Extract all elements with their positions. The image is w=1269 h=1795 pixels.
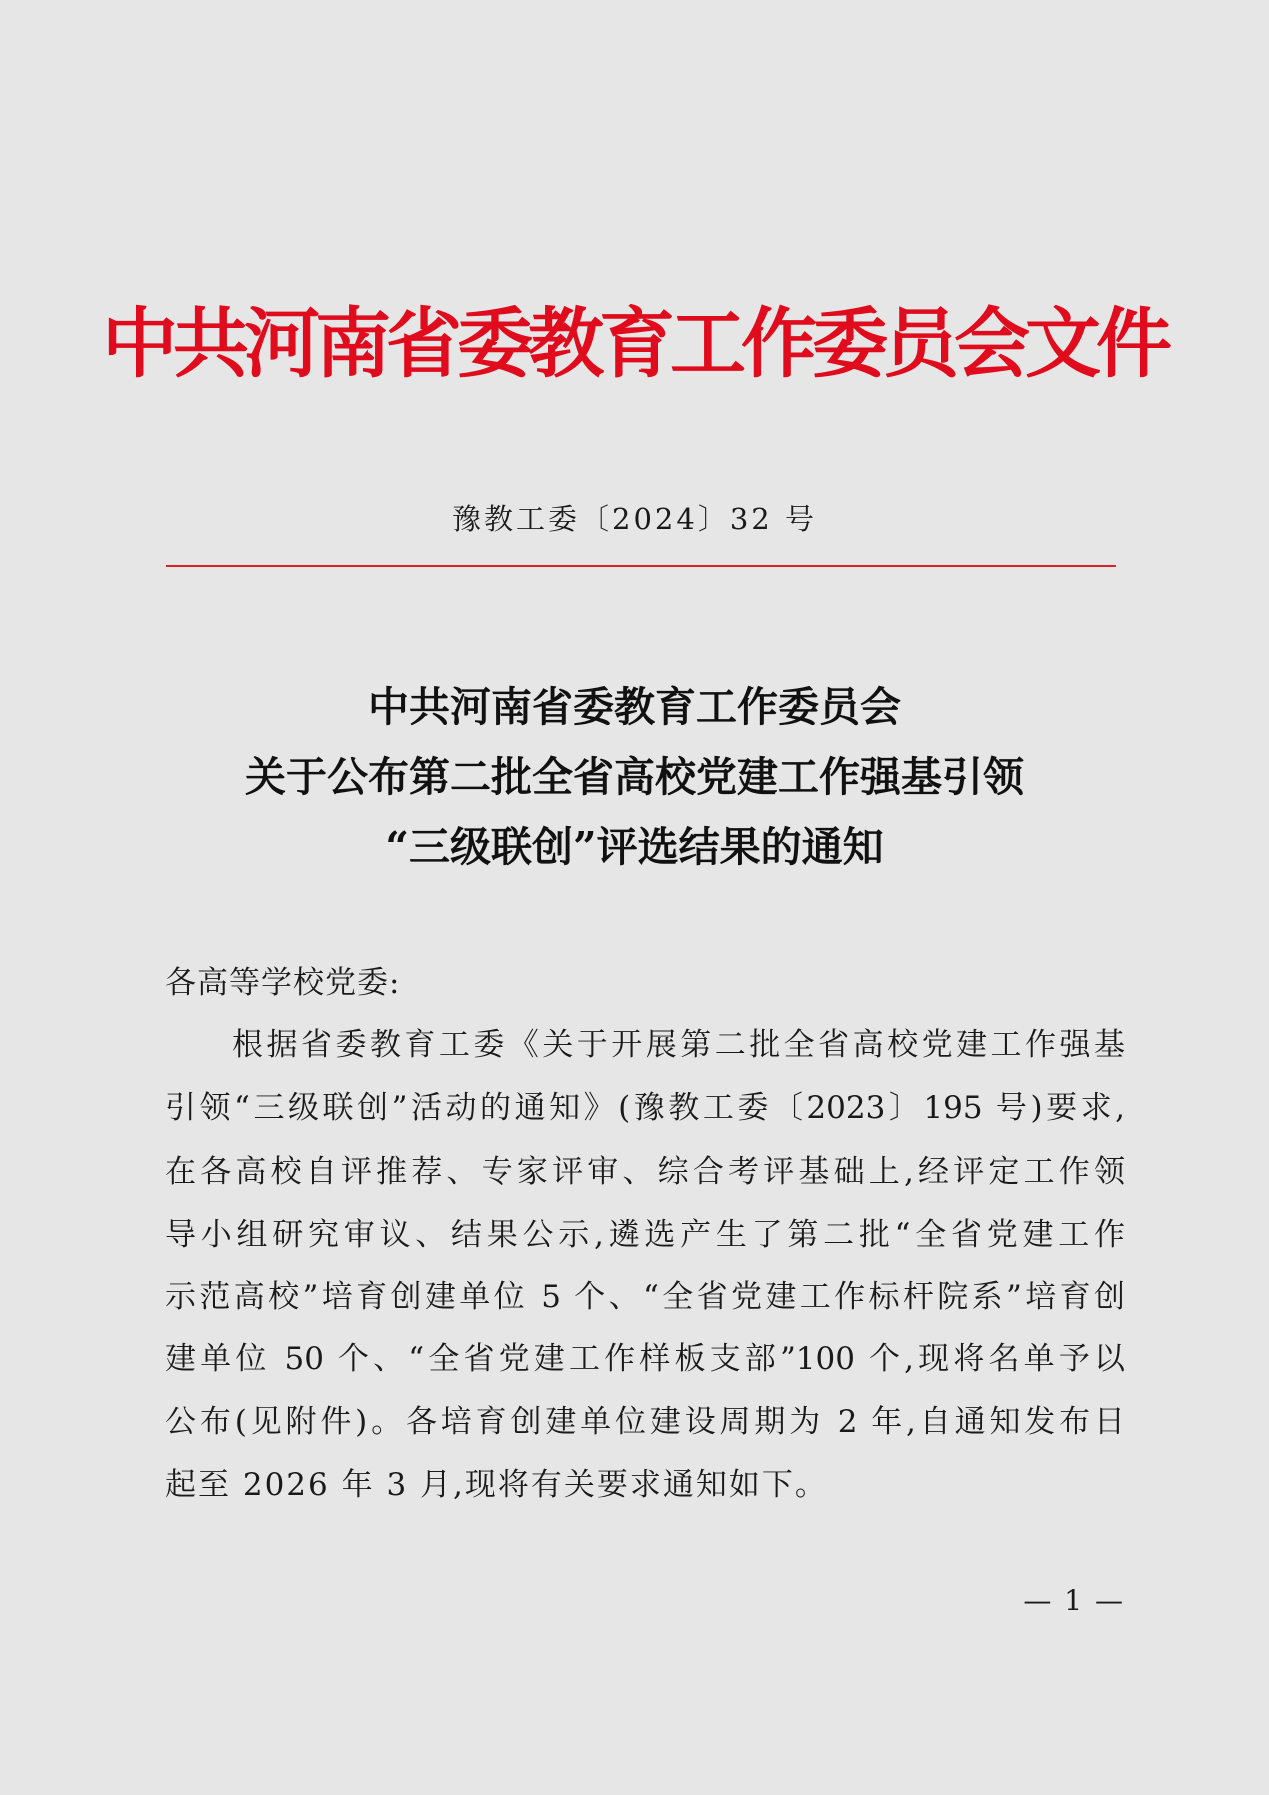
page-number: — 1 — — [1023, 1584, 1125, 1617]
document-number: 豫教工委〔2024〕32 号 — [452, 502, 817, 536]
body-line: 根据省委教育工委《关于开展第二批全省高校党建工作强基 — [232, 1027, 1125, 1063]
addressee: 各高等学校党委: — [165, 965, 401, 1001]
body-line: 引领“三级联创”活动的通知》(豫教工委〔2023〕195 号)要求, — [165, 1090, 1125, 1126]
notice-title-line-3: “三级联创”评选结果的通知 — [385, 823, 884, 871]
body-line: 公布(见附件)。各培育创建单位建设周期为 2 年,自通知发布日 — [165, 1404, 1125, 1440]
body-line: 在各高校自评推荐、专家评审、综合考评基础上,经评定工作领 — [165, 1154, 1125, 1190]
body-line: 导小组研究审议、结果公示,遴选产生了第二批“全省党建工作 — [165, 1217, 1125, 1253]
body-line: 建单位 50 个、“全省党建工作样板支部”100 个,现将名单予以 — [165, 1341, 1125, 1377]
issuer-header-title: 中共河南省委教育工作委员会文件 — [102, 299, 1167, 388]
notice-title-line-2: 关于公布第二批全省高校党建工作强基引领 — [245, 753, 1024, 801]
body-line: 示范高校”培育创建单位 5 个、“全省党建工作标杆院系”培育创 — [165, 1279, 1125, 1315]
body-line: 起至 2026 年 3 月,现将有关要求通知如下。 — [165, 1467, 828, 1503]
red-separator-line — [166, 565, 1116, 567]
notice-title-line-1: 中共河南省委教育工作委员会 — [368, 683, 901, 731]
notice-title — [0, 672, 1269, 882]
